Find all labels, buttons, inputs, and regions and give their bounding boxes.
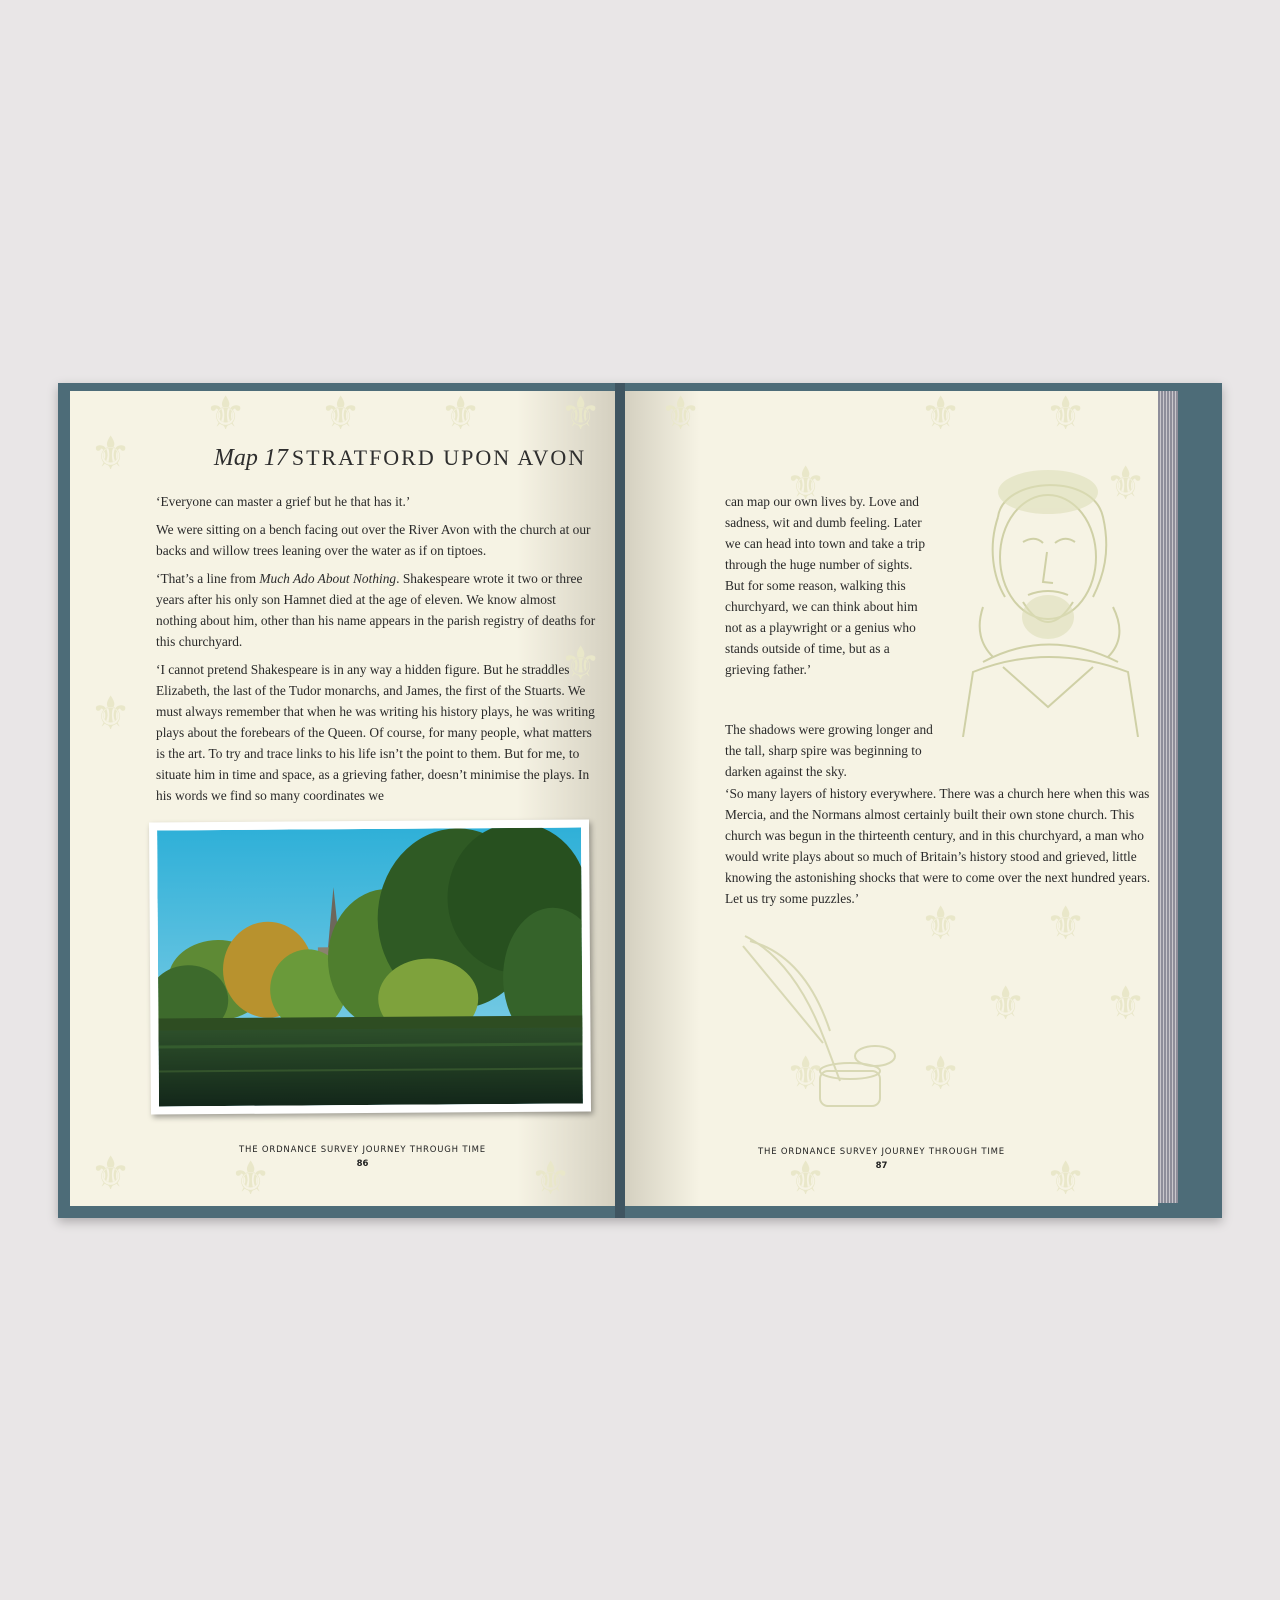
paragraph: We were sitting on a bench facing out over the River Avon with the church at our backs and willow trees leaning over the water as if on tiptoes.: [156, 522, 591, 558]
page-edges: [1158, 391, 1178, 1203]
fleur-de-lis-icon: ⚜: [1045, 1153, 1087, 1204]
fleur-de-lis-icon: ⚜: [90, 688, 132, 739]
fleur-de-lis-icon: ⚜: [920, 1048, 962, 1099]
left-footer: [90, 1145, 615, 1169]
church-photo: [149, 819, 591, 1114]
fleur-de-lis-icon: ⚜: [560, 391, 602, 439]
fleur-de-lis-icon: ⚜: [1105, 458, 1147, 509]
right-page: [625, 391, 1158, 1206]
fleur-de-lis-icon: ⚜: [920, 391, 962, 439]
fleur-de-lis-icon: ⚜: [560, 638, 602, 689]
play-title: Much Ado About Nothing: [259, 571, 397, 586]
right-column-text: [725, 719, 935, 789]
fleur-de-lis-icon: ⚜: [440, 391, 482, 439]
book-title: THE ORDNANCE SURVEY JOURNEY THROUGH TIME: [239, 1145, 486, 1155]
fleur-de-lis-icon: ⚜: [785, 458, 827, 509]
left-page: [70, 391, 615, 1206]
chapter-title: [190, 445, 610, 472]
paragraph: ‘That’s a line from Much Ado About Nothing. Shakespeare wrote it two or three years after his only son Hamnet died at the age of eleven. We know almost nothing about him, other than his name appears in the parish registry of deaths for this churchyard.: [156, 571, 596, 649]
fleur-de-lis-icon: ⚜: [90, 1148, 132, 1199]
fleur-de-lis-icon: ⚜: [785, 1048, 827, 1099]
fleur-de-lis-icon: ⚜: [660, 391, 702, 439]
fleur-de-lis-icon: ⚜: [230, 1153, 272, 1204]
paragraph: ‘I cannot pretend Shakespeare is in any way a hidden figure. But he straddles Elizabeth, the last of the Tudor monarchs, and James, the first of the Stuarts. We must always remember that when he was writing his history plays, he was writing plays about the forebears of the Queen. Of course, for many people, what matters is the art. To try and trace links to his life isn’t the point to them. But for me, to situate him in time and space, as a grieving father, doesn’t minimise the plays. In his words we find so many coordinates we: [156, 662, 595, 803]
map-number: Map 17: [213, 445, 288, 471]
fleur-de-lis-icon: ⚜: [320, 391, 362, 439]
open-book: [58, 383, 1222, 1218]
shakespeare-portrait-icon: [943, 457, 1153, 737]
place-name: STRATFORD UPON AVON: [291, 445, 587, 470]
fleur-de-lis-icon: ⚜: [1045, 391, 1087, 439]
right-body-text: [725, 783, 1155, 916]
right-column-text: [725, 491, 935, 687]
page-number: 86: [356, 1159, 369, 1169]
fleur-de-lis-icon: ⚜: [920, 898, 962, 949]
paragraph: ‘So many layers of history everywhere. There was a church here when this was Mercia, and the Normans almost certainly built their own stone church. This church was begun in the thirteenth century, and in this churchyard, a man who would write plays about so much of Britain’s history stood and grieved, little knowing the astonishing shocks that were to come over the next hundred years. Let us try some puzzles.’: [725, 786, 1151, 906]
fleur-de-lis-icon: ⚜: [205, 391, 247, 439]
paragraph: ‘Everyone can master a grief but he that has it.’: [156, 494, 411, 509]
quill-inkwell-icon: [725, 931, 925, 1111]
paragraph: can map our own lives by. Love and sadness, wit and dumb feeling. Later we can head into town and take a trip through the huge number of sights. But for some reason, walking this churchyard, we can think about him not as a playwright or a genius who stands outside of time, but as a grieving father.’: [725, 494, 926, 677]
fleur-de-lis-icon: ⚜: [90, 428, 132, 479]
fleur-de-lis-icon: ⚜: [1105, 978, 1147, 1029]
fleur-de-lis-icon: ⚜: [530, 1153, 572, 1204]
photo-image: [157, 828, 583, 1107]
left-body-text: [156, 491, 596, 813]
page-number: 87: [875, 1161, 888, 1171]
book-title: THE ORDNANCE SURVEY JOURNEY THROUGH TIME: [758, 1147, 1005, 1157]
fleur-de-lis-icon: ⚜: [985, 978, 1027, 1029]
fleur-de-lis-icon: ⚜: [785, 1153, 827, 1204]
fleur-de-lis-icon: ⚜: [1045, 898, 1087, 949]
right-footer: [625, 1147, 1148, 1171]
paragraph: The shadows were growing longer and the tall, sharp spire was beginning to darken against the sky.: [725, 722, 933, 779]
book-spine: [615, 383, 625, 1218]
